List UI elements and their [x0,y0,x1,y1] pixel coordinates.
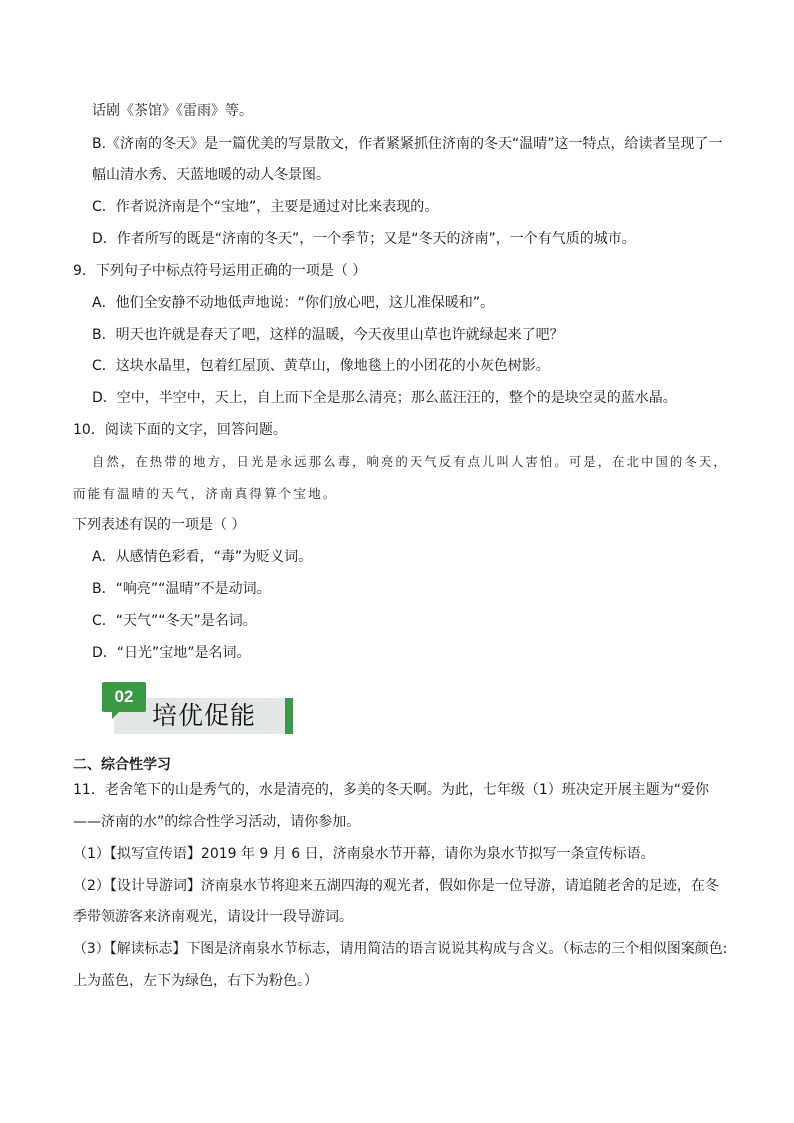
text-line: ——济南的水”的综合性学习活动，请你参加。 [73,814,361,830]
option-b-text: B．明天也许就是春天了吧，这样的温暖，今天夜里山草也许就绿起来了吧？ [92,327,564,343]
option-d-text: D．空中，半空中，天上，自上而下全是那么清亮；那么蓝汪汪的，整个的是块空灵的蓝水晶。 [92,390,677,406]
sub-question-2: （2）【设计导游词】济南泉水节将迎来五湖四海的观光者，假如你是一位导游，请追随老舍的足迹，在冬 [73,878,719,894]
option-c-text: C．这块水晶里，包着红屋顶、黄草山，像地毯上的小团花的小灰色树影。 [92,358,550,374]
option-b-text: B.《济南的冬天》是一篇优美的写景散文，作者紧紧抓住济南的冬天“温晴”这一特点，给读者呈现了一 [92,136,723,152]
option-c-text: C．作者说济南是个“宝地”，主要是通过对比来表现的。 [92,199,439,215]
text-line: 上为蓝色，左下为绿色，右下为粉色。） [73,973,318,989]
question-11: 11．老舍笔下的山是秀气的，水是清亮的，多美的冬天啊。为此，七年级（1）班决定开展主题为“爱你 [73,782,709,798]
question-10: 10．阅读下面的文字，回答问题。 [73,422,287,438]
reading-passage: 而能有温晴的天气，济南真得算个宝地。 [73,486,338,501]
banner-number: 02 [102,682,146,712]
option-c-text: C．“天气”“冬天”是名词。 [92,613,257,629]
option-a-text: A．他们全安静不动地低声地说：“你们放心吧，这儿准保暖和”。 [92,295,495,311]
banner-title: 培优促能 [152,701,257,730]
option-d-text: D．作者所写的既是“济南的冬天”，一个季节；又是“冬天的济南”，一个有气质的城市。 [92,231,636,247]
question-9: 9．下列句子中标点符号运用正确的一项是（ ） [73,263,367,279]
text-line: 话剧《茶馆》《雷雨》等。 [92,103,253,119]
question-10-prompt: 下列表述有误的一项是（ ） [73,517,246,533]
sub-question-1: （1）【拟写宣传语】2019 年 9 月 6 日，济南泉水节开幕，请你为泉水节拟写一条宣传标语。 [73,846,655,862]
section-heading: 二、综合性学习 [73,757,171,773]
option-a-text: A．从感情色彩看，“毒”为贬义词。 [92,549,313,565]
reading-passage: 自然，在热带的地方，日光是永远那么毒，响亮的天气反有点儿叫人害怕。可是，在北中国的冬天， [92,454,728,469]
option-b-text: B．“响亮”“温晴”不是动词。 [92,581,271,597]
option-d-text: D．“日光”宝地”是名词。 [92,645,251,661]
sub-question-3: （3）【解读标志】下图是济南泉水节标志，请用简洁的语言说说其构成与含义。（标志的三个相似图案颜色: [73,941,728,957]
section-banner [102,682,297,736]
text-line: 幅山清水秀、天蓝地暖的动人冬景图。 [92,167,330,183]
text-line: 季带领游客来济南观光，请设计一段导游词。 [73,909,353,925]
banner-accent-bar [285,698,293,734]
